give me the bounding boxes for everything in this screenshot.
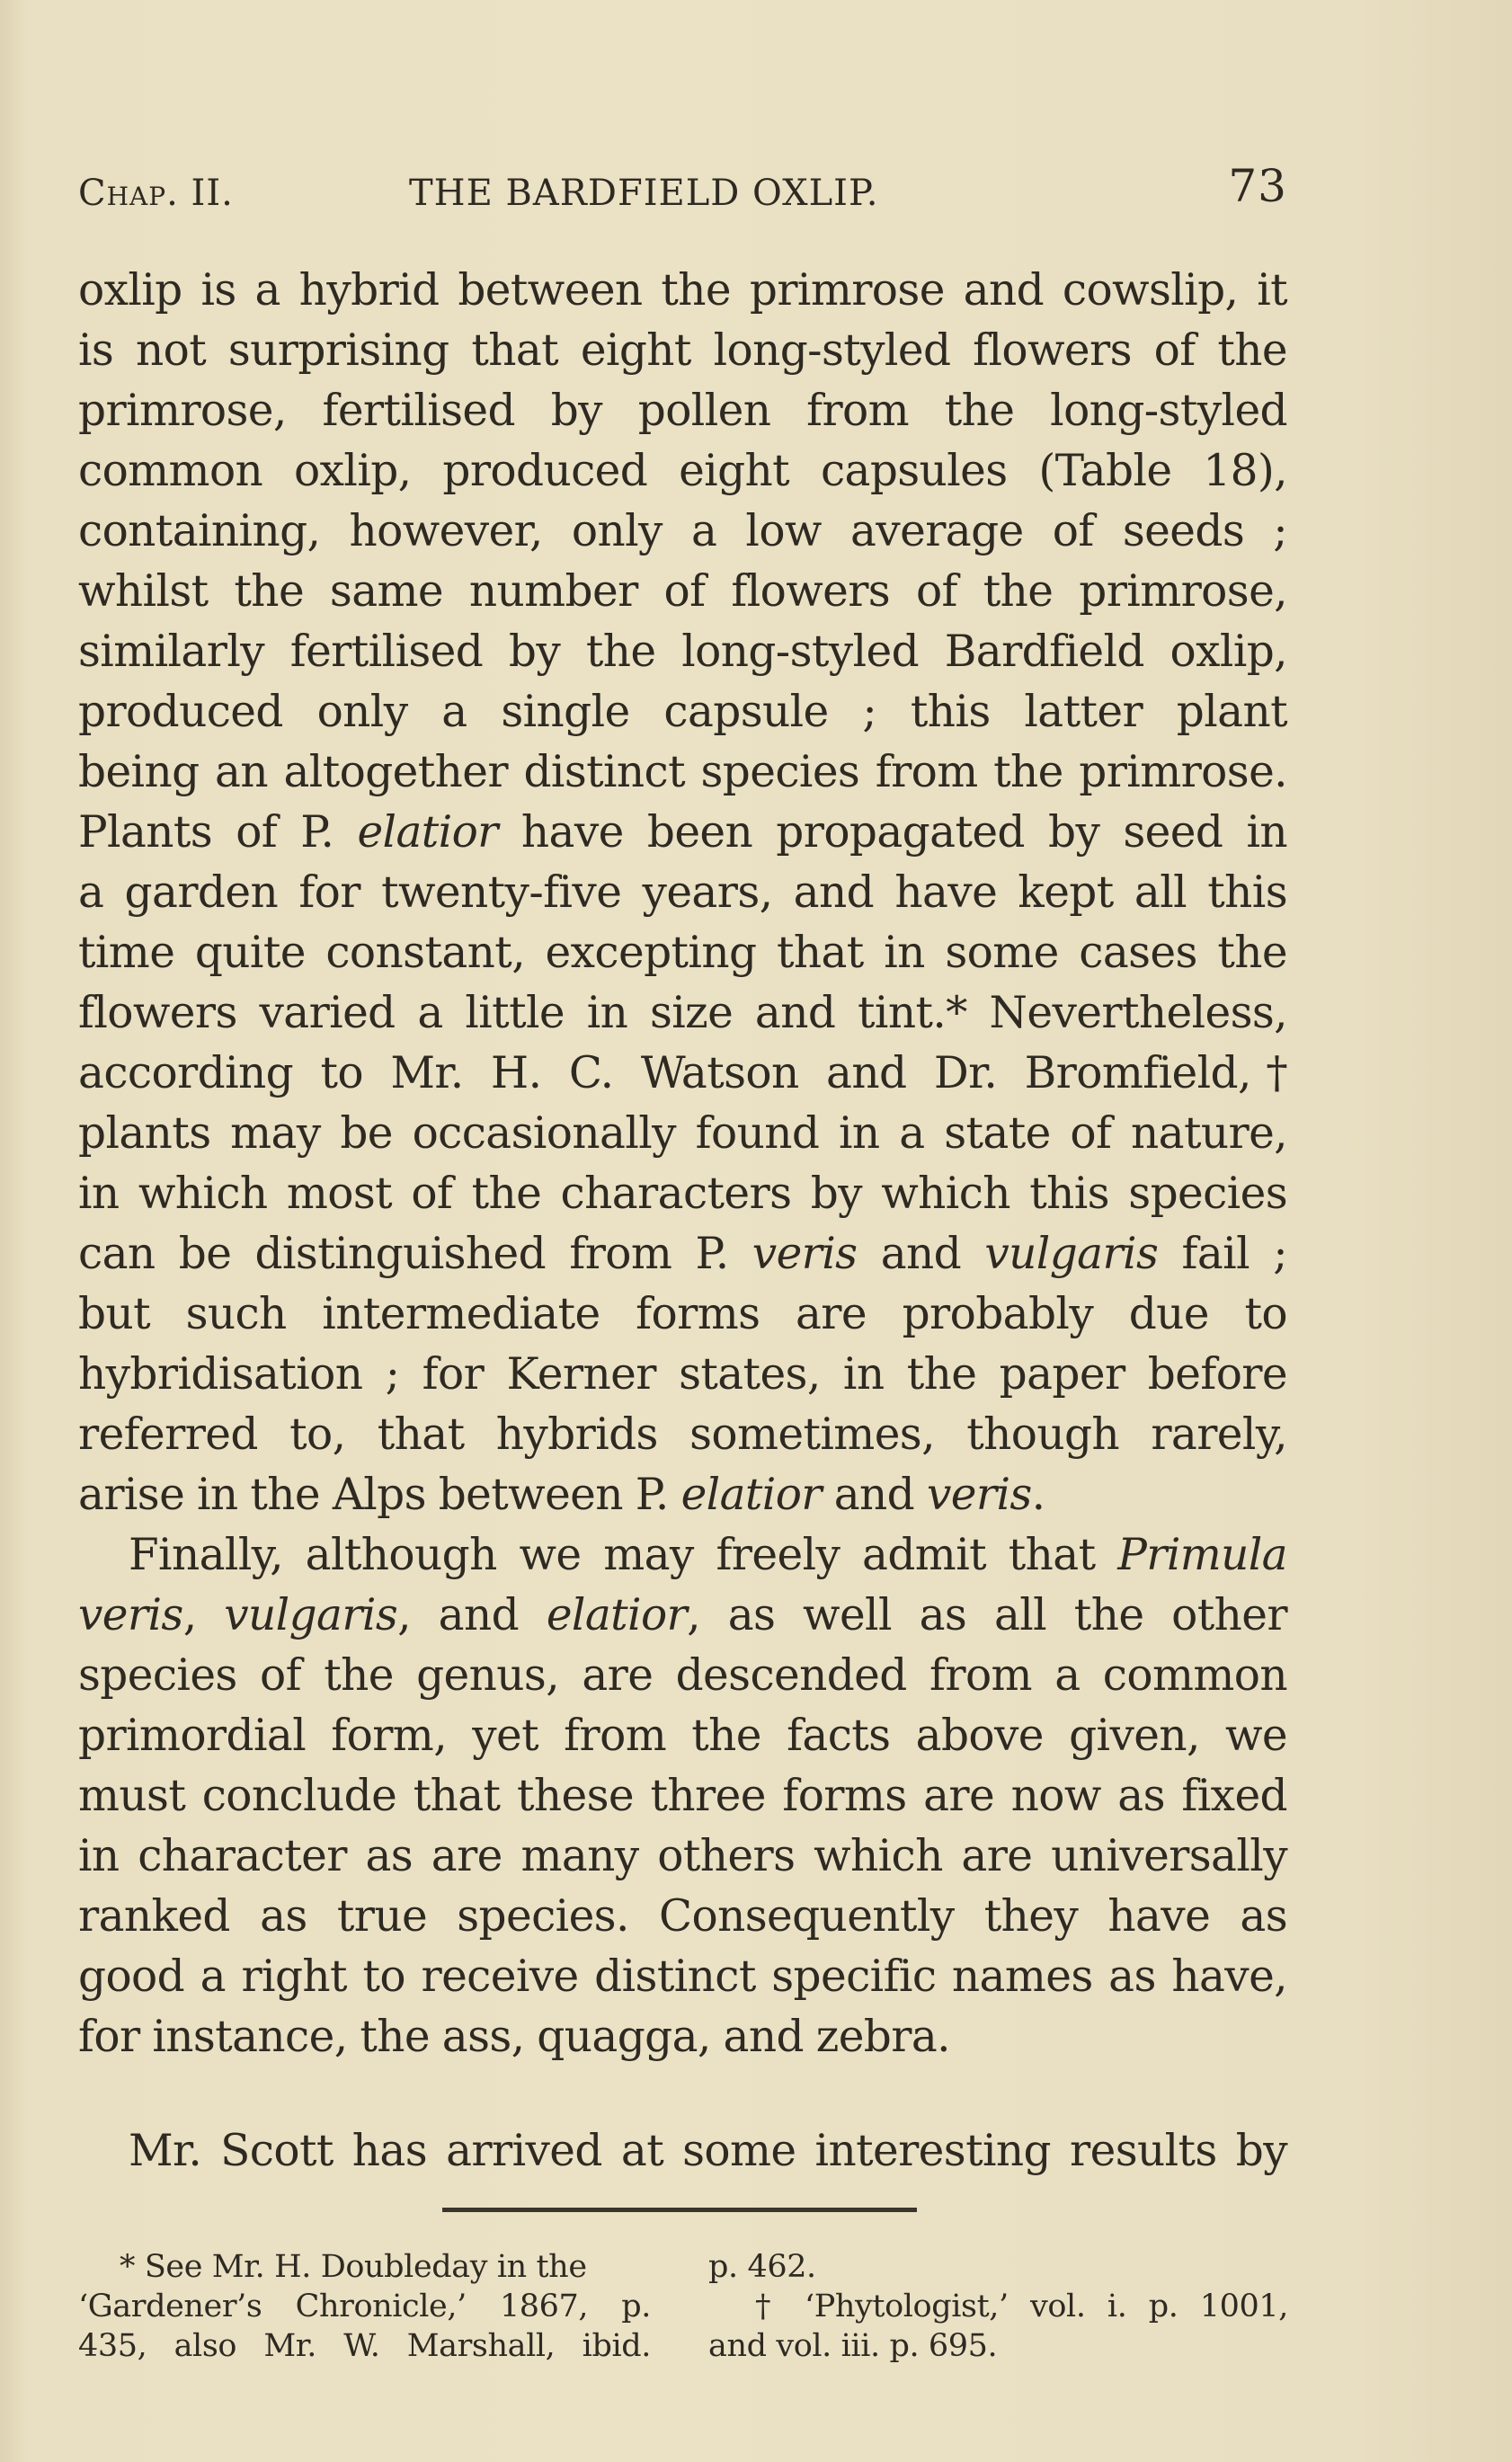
footnote-right-column — [708, 2247, 1288, 2366]
text-line: good a right to receive distinct specific names as have, — [78, 1951, 1287, 2002]
footnote-line: † ‘Phytologist,’ vol. i. p. 1001, — [755, 2289, 1288, 2324]
text-line: referred to, that hybrids sometimes, though rarely, — [78, 1409, 1287, 1460]
text-line: containing, however, only a low average of seeds ; — [78, 506, 1287, 556]
text-line: according to Mr. H. C. Watson and Dr. Bromfield,† — [78, 1048, 1287, 1098]
footnote-line: ‘Gardener’s Chronicle,’ 1867, p. — [78, 2289, 651, 2324]
text-line: similarly fertilised by the long-styled Bardfield oxlip, — [78, 627, 1287, 677]
text-line: primordial form, yet from the facts above given, we — [78, 1711, 1287, 1761]
text-line: must conclude that these three forms are now as fixed — [78, 1771, 1287, 1821]
text-line: arise in the Alps between P. elatior and veris. — [78, 1470, 1045, 1520]
page-number: 73 — [1228, 160, 1287, 212]
paragraph-2 — [78, 1525, 1287, 2067]
text-line: in character as are many others which are universally — [78, 1831, 1287, 1881]
running-title: THE BARDFIELD OXLIP. — [409, 173, 879, 214]
text-line: in which most of the characters by which this species — [78, 1169, 1287, 1219]
footnote-line: * See Mr. H. Doubleday in the — [120, 2249, 587, 2285]
text-line: Finally, although we may freely admit that Primula — [129, 1530, 1287, 1580]
body-text — [78, 261, 1287, 2182]
chapter-label: Chap. II. — [78, 173, 234, 214]
text-line: species of the genus, are descended from a common — [78, 1650, 1287, 1701]
footnote-separator-rule — [442, 2208, 917, 2212]
paragraph-gap — [78, 2067, 1287, 2121]
text-line: produced only a single capsule ; this latter plant — [78, 687, 1287, 737]
text-line: hybridisation ; for Kerner states, in the paper before — [78, 1349, 1287, 1400]
text-line: veris, vulgaris, and elatior, as well as all the other — [78, 1590, 1287, 1640]
text-line: oxlip is a hybrid between the primrose and cowslip, it — [78, 265, 1287, 316]
text-line: plants may be occasionally found in a state of nature, — [78, 1108, 1287, 1159]
text-line: flowers varied a little in size and tint.* Nevertheless, — [78, 988, 1287, 1038]
paragraph-1 — [78, 261, 1287, 1525]
text-line: for instance, the ass, quagga, and zebra. — [78, 2012, 950, 2062]
text-line: a garden for twenty-five years, and have kept all this — [78, 867, 1287, 918]
paragraph-3 — [78, 2121, 1287, 2182]
text-line: Plants of P. elatior have been propagated by seed in — [78, 807, 1287, 858]
text-line: primrose, fertilised by pollen from the long-styled — [78, 386, 1287, 436]
text-line: but such intermediate forms are probably due to — [78, 1289, 1287, 1339]
text-line: being an altogether distinct species from the primrose. — [78, 747, 1287, 797]
text-line: common oxlip, produced eight capsules (Table 18), — [78, 446, 1287, 496]
text-line: whilst the same number of flowers of the primrose, — [78, 566, 1287, 617]
text-line: is not surprising that eight long-styled flowers of the — [78, 325, 1287, 376]
footnote-line: 435, also Mr. W. Marshall, ibid. — [78, 2328, 651, 2364]
text-line: time quite constant, excepting that in some cases the — [78, 928, 1287, 978]
text-line: Mr. Scott has arrived at some interesting results by — [129, 2126, 1287, 2176]
footnote-line: and vol. iii. p. 695. — [708, 2328, 998, 2364]
text-line: can be distinguished from P. veris and vulgaris fail ; — [78, 1229, 1287, 1279]
running-header — [78, 160, 1287, 227]
footnote-left-column — [78, 2247, 651, 2366]
footnote-line: p. 462. — [708, 2249, 816, 2285]
text-line: ranked as true species. Consequently they have as — [78, 1891, 1287, 1942]
